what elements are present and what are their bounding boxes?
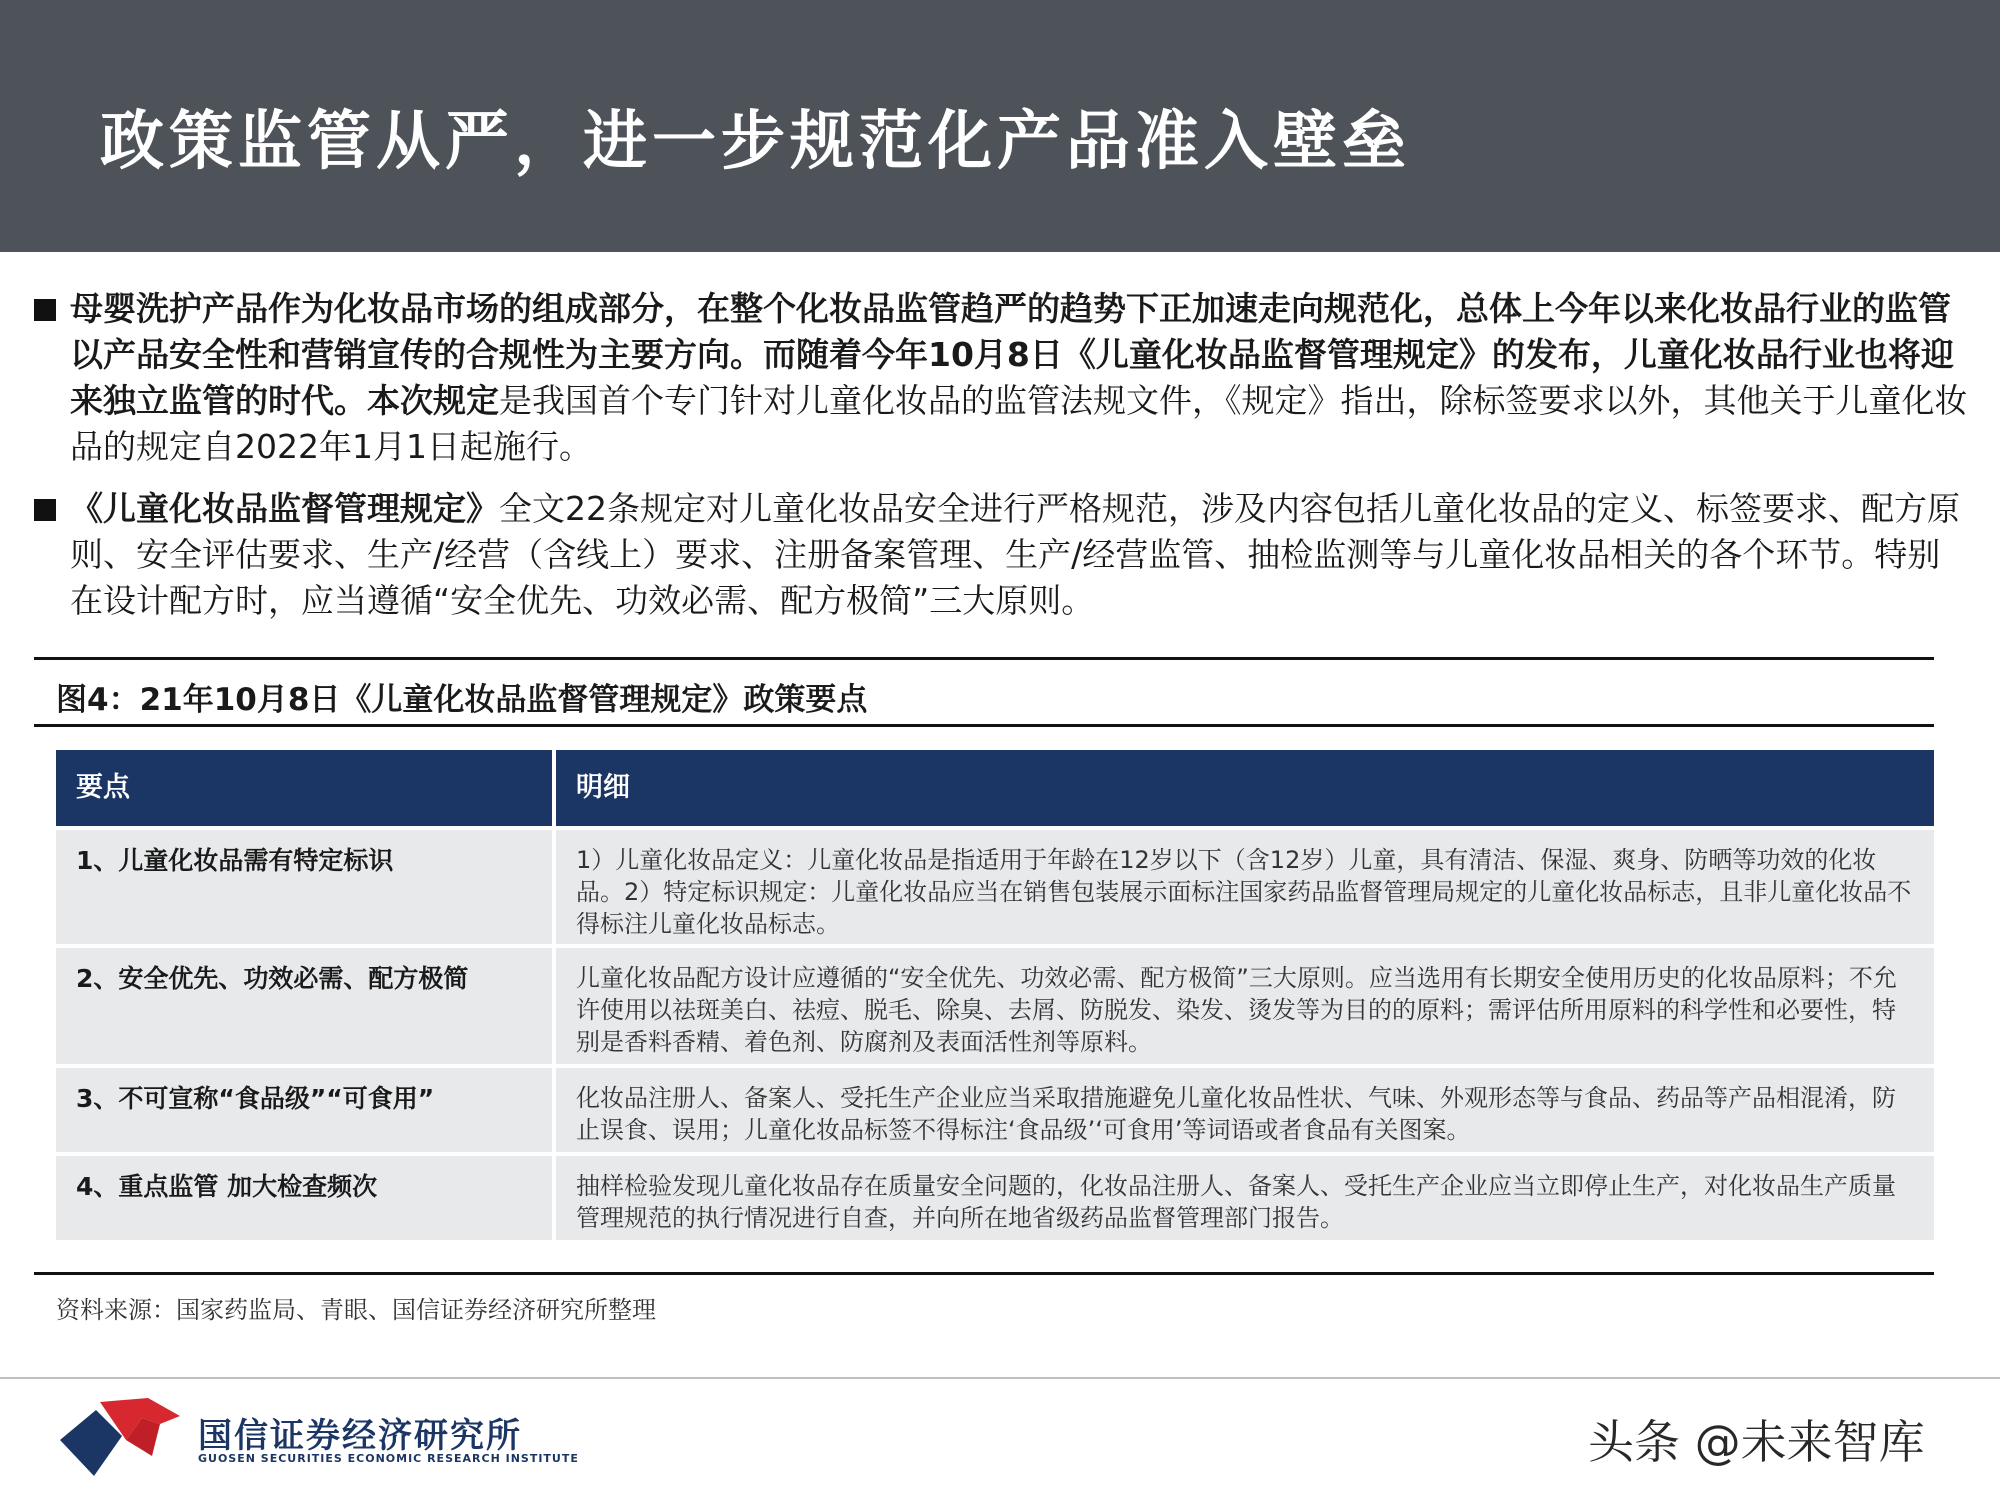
footer-divider <box>0 1377 2000 1379</box>
table-row <box>56 948 1934 1064</box>
table-header <box>56 750 1934 826</box>
paragraph-2 <box>34 486 1966 666</box>
table-row <box>56 830 1934 944</box>
paragraph-1 <box>34 286 1966 470</box>
table-row-key: 1、儿童化妆品需有特定标识 <box>76 846 394 875</box>
table-row-key: 2、安全优先、功效必需、配方极简 <box>76 964 469 993</box>
header-bar <box>0 0 2000 252</box>
table-bottom-rule <box>34 1272 1934 1275</box>
paragraph-1-text <box>70 286 1970 470</box>
table-header-detail: 明细 <box>576 772 630 803</box>
table-row <box>56 1068 1934 1152</box>
logo-chinese-name: 国信证券经济研究所 <box>198 1416 522 1456</box>
square-bullet-icon <box>34 299 56 321</box>
table-row-key: 3、不可宣称“食品级”“可食用” <box>76 1084 435 1113</box>
square-bullet-icon <box>34 499 56 521</box>
table-row-detail: 1）儿童化妆品定义：儿童化妆品是指适用于年龄在12岁以下（含12岁）儿童，具有清洁、保湿、爽身、防晒等功效的化妆品。2）特定标识规定：儿童化妆品应当在销售包装展示面标注国家药品监督管理局规定的儿童化妆品标志，且非儿童化妆品不得标注儿童化妆品标志。 <box>576 846 1912 938</box>
table-row-detail: 化妆品注册人、备案人、受托生产企业应当采取措施避免儿童化妆品性状、气味、外观形态等与食品、药品等产品相混淆，防止误食、误用；儿童化妆品标签不得标注‘食品级’‘可食用’等词语或者食品有关图案。 <box>576 1084 1896 1144</box>
paragraph-1-bold: 母婴洗护产品作为化妆品市场的组成部分，在整个化妆品监管趋严的趋势下正加速走向规范化，总体上今年以来化妆品行业的监管以产品安全性和营销宣传的合规性为主要方向。而随着今年10月8日《儿童化妆品监督管理规定》的发布，儿童化妆品行业也将迎来独立监管的时代。本次规定 <box>70 289 1954 420</box>
table-row-detail: 儿童化妆品配方设计应遵循的“安全优先、功效必需、配方极简”三大原则。应当选用有长期安全使用历史的化妆品原料；不允许使用以祛斑美白、祛痘、脱毛、除臭、去屑、防脱发、染发、烫发等为目的的原料；需评估所用原料的科学性和必要性，特别是香料香精、着色剂、防腐剂及表面活性剂等原料。 <box>576 964 1897 1056</box>
table-row-detail: 抽样检验发现儿童化妆品存在质量安全问题的，化妆品注册人、备案人、受托生产企业应当立即停止生产，对化妆品生产质量管理规范的执行情况进行自查，并向所在地省级药品监督管理部门报告。 <box>576 1172 1896 1232</box>
paragraph-2-normal: 全文22条规定对儿童化妆品安全进行严格规范，涉及内容包括儿童化妆品的定义、标签要求、配方原则、安全评估要求、生产/经营（含线上）要求、注册备案管理、生产/经营监管、抽检监测等与儿童化妆品相关的各个环节。特别在设计配方时，应当遵循“安全优先、功效必需、配方极简”三大原则。 <box>70 489 1960 620</box>
table-row <box>56 1156 1934 1240</box>
paragraph-2-text <box>70 486 1970 624</box>
table-row-key: 4、重点监管 加大检查频次 <box>76 1172 378 1201</box>
table-header-key: 要点 <box>76 772 130 803</box>
paragraph-1-normal: 是我国首个专门针对儿童化妆品的监管法规文件，《规定》指出，除标签要求以外，其他关于儿童化妆品的规定自2022年1月1日起施行。 <box>70 381 1968 466</box>
figure-title-rule <box>34 724 1934 727</box>
figure-top-rule <box>34 657 1934 660</box>
logo-english-name: GUOSEN SECURITIES ECONOMIC RESEARCH INSTITUTE <box>198 1452 579 1465</box>
paragraph-2-bold: 《儿童化妆品监督管理规定》 <box>70 489 499 528</box>
watermark-text: 头条 @未来智库 <box>1588 1415 1925 1469</box>
guosen-logo-icon <box>56 1396 186 1480</box>
source-note: 资料来源：国家药监局、青眼、国信证券经济研究所整理 <box>56 1296 656 1324</box>
figure-title: 图4：21年10月8日《儿童化妆品监督管理规定》政策要点 <box>56 682 868 718</box>
page-title: 政策监管从严，进一步规范化产品准入壁垒 <box>100 105 1411 179</box>
